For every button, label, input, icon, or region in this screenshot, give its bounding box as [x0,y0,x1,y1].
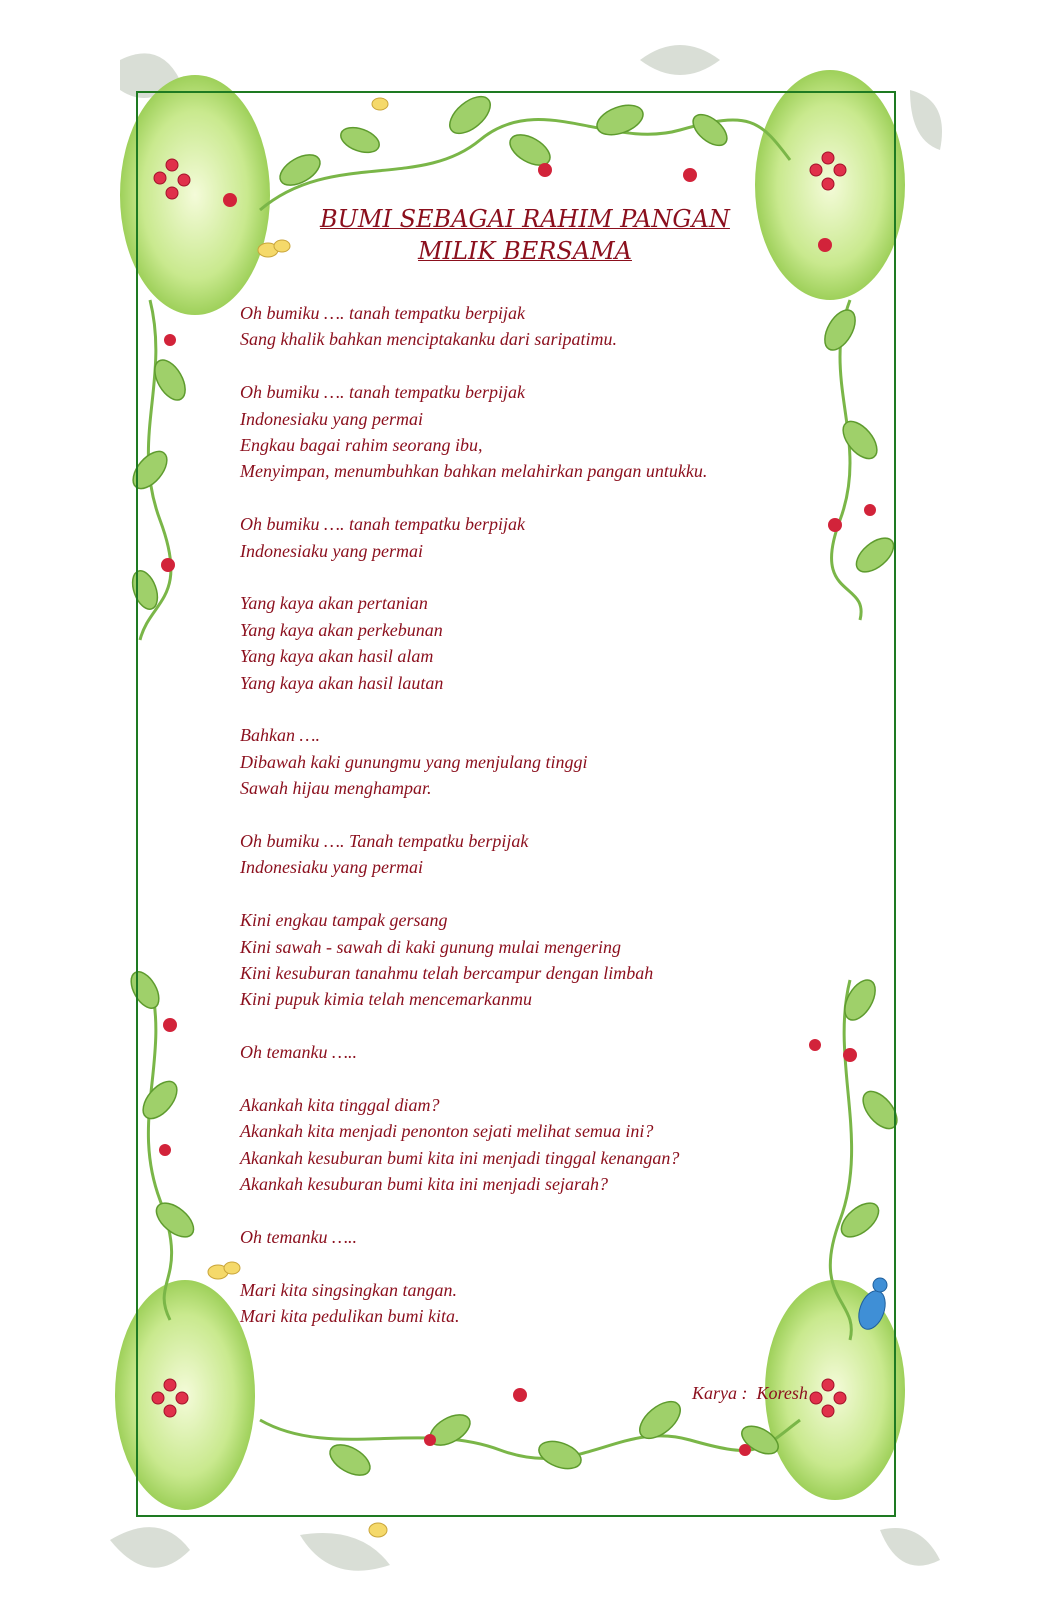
poem-line: Yang kaya akan pertanian [240,593,428,614]
poem-line: Indonesiaku yang permai [240,540,423,561]
poem-line: Oh bumiku …. tanah tempatku berpijak [240,514,525,535]
title-line-1: BUMI SEBAGAI RAHIM PANGAN [320,205,730,233]
poem-line: Bahkan …. [240,725,320,746]
poem-line: Kini kesuburan tanahmu telah bercampur dengan limbah [240,963,654,984]
stanza [240,511,840,564]
stanza [240,300,840,353]
poem-title [240,203,810,267]
stanza [240,379,840,485]
title-line-2: MILIK BERSAMA [418,237,632,265]
poem-line: Sang khalik bahkan menciptakanku dari saripatimu. [240,329,617,350]
author-credit: Karya : Koresh [692,1383,808,1403]
poem-line: Akankah kesuburan bumi kita ini menjadi tinggal kenangan? [240,1147,680,1168]
stanza [240,828,840,881]
poem-line: Yang kaya akan perkebunan [240,619,443,640]
poem-line: Sawah hijau menghampar. [240,778,432,799]
poem-line: Kini engkau tampak gersang [240,910,448,931]
poem-line: Akankah kita tinggal diam? [240,1095,440,1116]
poem-line: Indonesiaku yang permai [240,857,423,878]
poem-line: Kini pupuk kimia telah mencemarkanmu [240,989,532,1010]
poem-line: Mari kita pedulikan bumi kita. [240,1306,460,1327]
stanza [240,590,840,696]
poem-line: Yang kaya akan hasil lautan [240,672,444,693]
stanza [240,1277,840,1330]
poem-line: Akankah kita menjadi penonton sejati melihat semua ini? [240,1121,654,1142]
stanza [240,1224,840,1250]
poem-line: Indonesiaku yang permai [240,408,423,429]
poem-line: Akankah kesuburan bumi kita ini menjadi sejarah? [240,1174,608,1195]
poem-line: Oh bumiku …. tanah tempatku berpijak [240,303,525,323]
poem-line: Menyimpan, menumbuhkan bahkan melahirkan pangan untukku. [240,461,708,482]
poem-line: Yang kaya akan hasil alam [240,646,434,667]
stanza [240,1092,840,1198]
stanza [240,722,840,801]
poem-line: Oh bumiku …. tanah tempatku berpijak [240,382,525,403]
poem-line: Oh temanku ….. [240,1227,357,1248]
stanza [240,907,840,1013]
poem-line: Oh bumiku …. Tanah tempatku berpijak [240,831,529,852]
poem-line: Engkau bagai rahim seorang ibu, [240,435,483,456]
poem-line: Dibawah kaki gunungmu yang menjulang tinggi [240,751,588,772]
stanza [240,1039,840,1065]
poem-body [240,300,840,1356]
poem-line: Mari kita singsingkan tangan. [240,1279,457,1300]
poem-line: Kini sawah - sawah di kaki gunung mulai mengering [240,936,621,957]
poem-line: Oh temanku ….. [240,1042,357,1063]
